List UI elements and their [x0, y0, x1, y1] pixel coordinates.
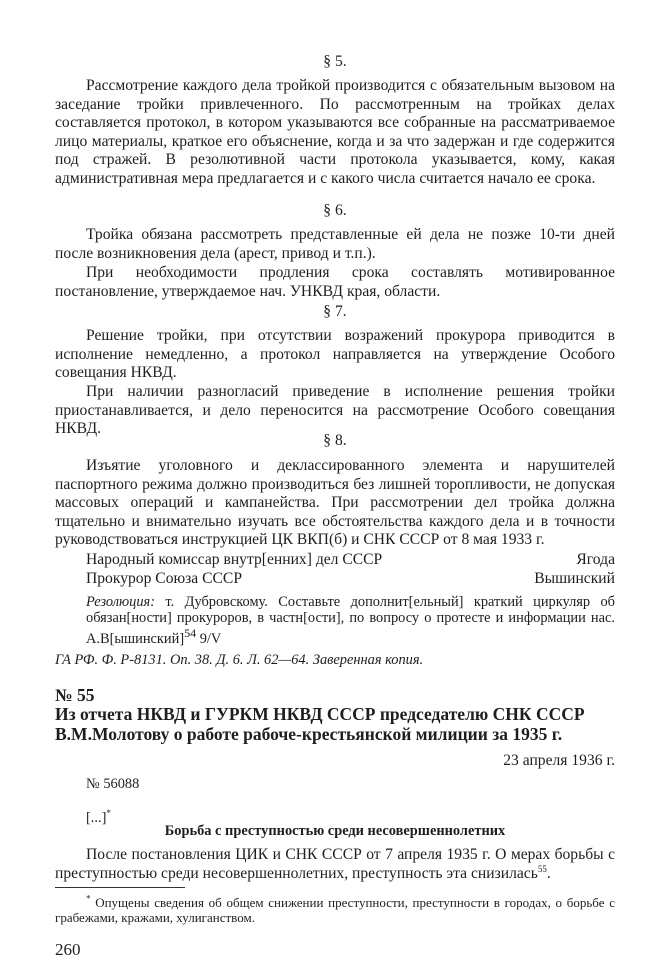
paragraph-end: . — [546, 864, 551, 882]
signature-title: Прокурор Союза СССР — [86, 570, 242, 587]
signature-row-prosecutor — [86, 570, 615, 589]
signature-row-commissar — [86, 551, 615, 570]
section-7-heading: § 7. — [323, 303, 347, 320]
footnote-mark: * — [86, 893, 91, 904]
resolution-date: 9/V — [196, 630, 222, 647]
omission-text: [...] — [86, 809, 107, 826]
section-5-paragraph: Рассмотрение каждого дела тройкой производится с обязательным вызовом на заседание тройки привлеченного. По рассмотренным на тройках делах составляется протокол, в котором указываются все собранные на рассматриваемое лицо материалы, краткое его объяснение, когда и за что задержан и где содержится под стражей. В резолютивной части протокола указывается, кому, какая административная мера предлагается и с какого числа считается начало ее срока. — [55, 77, 615, 187]
document-number: № 55 — [55, 685, 95, 705]
archive-reference: ГА РФ. Ф. Р-8131. Оп. 38. Д. 6. Л. 62—64. Заверенная копия. — [55, 652, 424, 668]
section-8-paragraph: Изъятие уголовного и деклассированного элемента и нарушителей паспортного режима должно производиться без лишней торопливости, не допуская массовых операций и кампанейства. При рассмотрении дел тройка должна тщательно и внимательно изучать все обстоятельства каждого дела и в точности руководствоваться инструкцией ЦК ВКП(б) и СНК СССР от 8 мая 1933 г. — [55, 457, 615, 549]
signature-title: Народный комиссар внутр[енних] дел СССР — [86, 551, 383, 568]
footnote-ref-55: 55 — [537, 863, 547, 874]
document-paragraph — [55, 846, 615, 883]
section-7-paragraph-2: При наличии разногласий приведение в исполнение решения тройки приостанавливается, и дело переносится на рассмотрение Особого совещания НКВД. — [55, 383, 615, 438]
resolution-label: Резолюция: — [86, 594, 156, 610]
footnote-divider — [55, 887, 185, 888]
footnote — [55, 893, 615, 925]
omission-footnote-mark: * — [106, 808, 111, 818]
registration-number: № 56088 — [86, 776, 140, 792]
document-date: 23 апреля 1936 г. — [503, 752, 615, 769]
section-6-paragraph-1: Тройка обязана рассмотреть представленные ей дела не позже 10-ти дней после возникновения дела (арест, привод и т.п.). — [55, 226, 615, 262]
footnote-ref-54: 54 — [184, 626, 197, 641]
footnote-text: Опущены сведения об общем снижении преступности, преступности в городах, о борьбе с грабежами, кражами, хулиганством. — [55, 895, 615, 925]
resolution-note — [86, 595, 615, 648]
document-paragraph-text: После постановления ЦИК и СНК СССР от 7 апреля 1935 г. О мерах борьбы с преступностью среди несовершеннолетних, преступность эта снизилась — [55, 846, 615, 882]
document-title: Из отчета НКВД и ГУРКМ НКВД СССР председателю СНК СССР В.М.Молотову о работе рабоче-крестьянской милиции за 1935 г. — [55, 704, 585, 744]
section-subheading: Борьба с преступностью среди несовершеннолетних — [164, 823, 506, 839]
section-6-paragraph-2: При необходимости продления срока составлять мотивированное постановление, утверждаемое нач. УНКВД края, области. — [55, 264, 615, 300]
section-5-heading: § 5. — [323, 53, 347, 70]
signature-name: Вышинский — [534, 570, 615, 587]
resolution-text: т. Дубровскому. Составьте дополнит[ельный] краткий циркуляр об обязан[ности] прокуроров, в частн[ости], по вопросу о протесте и информации нас. А.В[ышинский] — [86, 594, 615, 647]
page-number: 260 — [55, 940, 81, 959]
section-7-paragraph-1: Решение тройки, при отсутствии возражений прокурора приводится в исполнение немедленно, а протокол направляется на утверждение Особого совещания НКВД. — [55, 327, 615, 382]
section-6-heading: § 6. — [323, 202, 347, 219]
section-8-heading: § 8. — [323, 432, 347, 449]
signature-name: Ягода — [576, 551, 615, 568]
